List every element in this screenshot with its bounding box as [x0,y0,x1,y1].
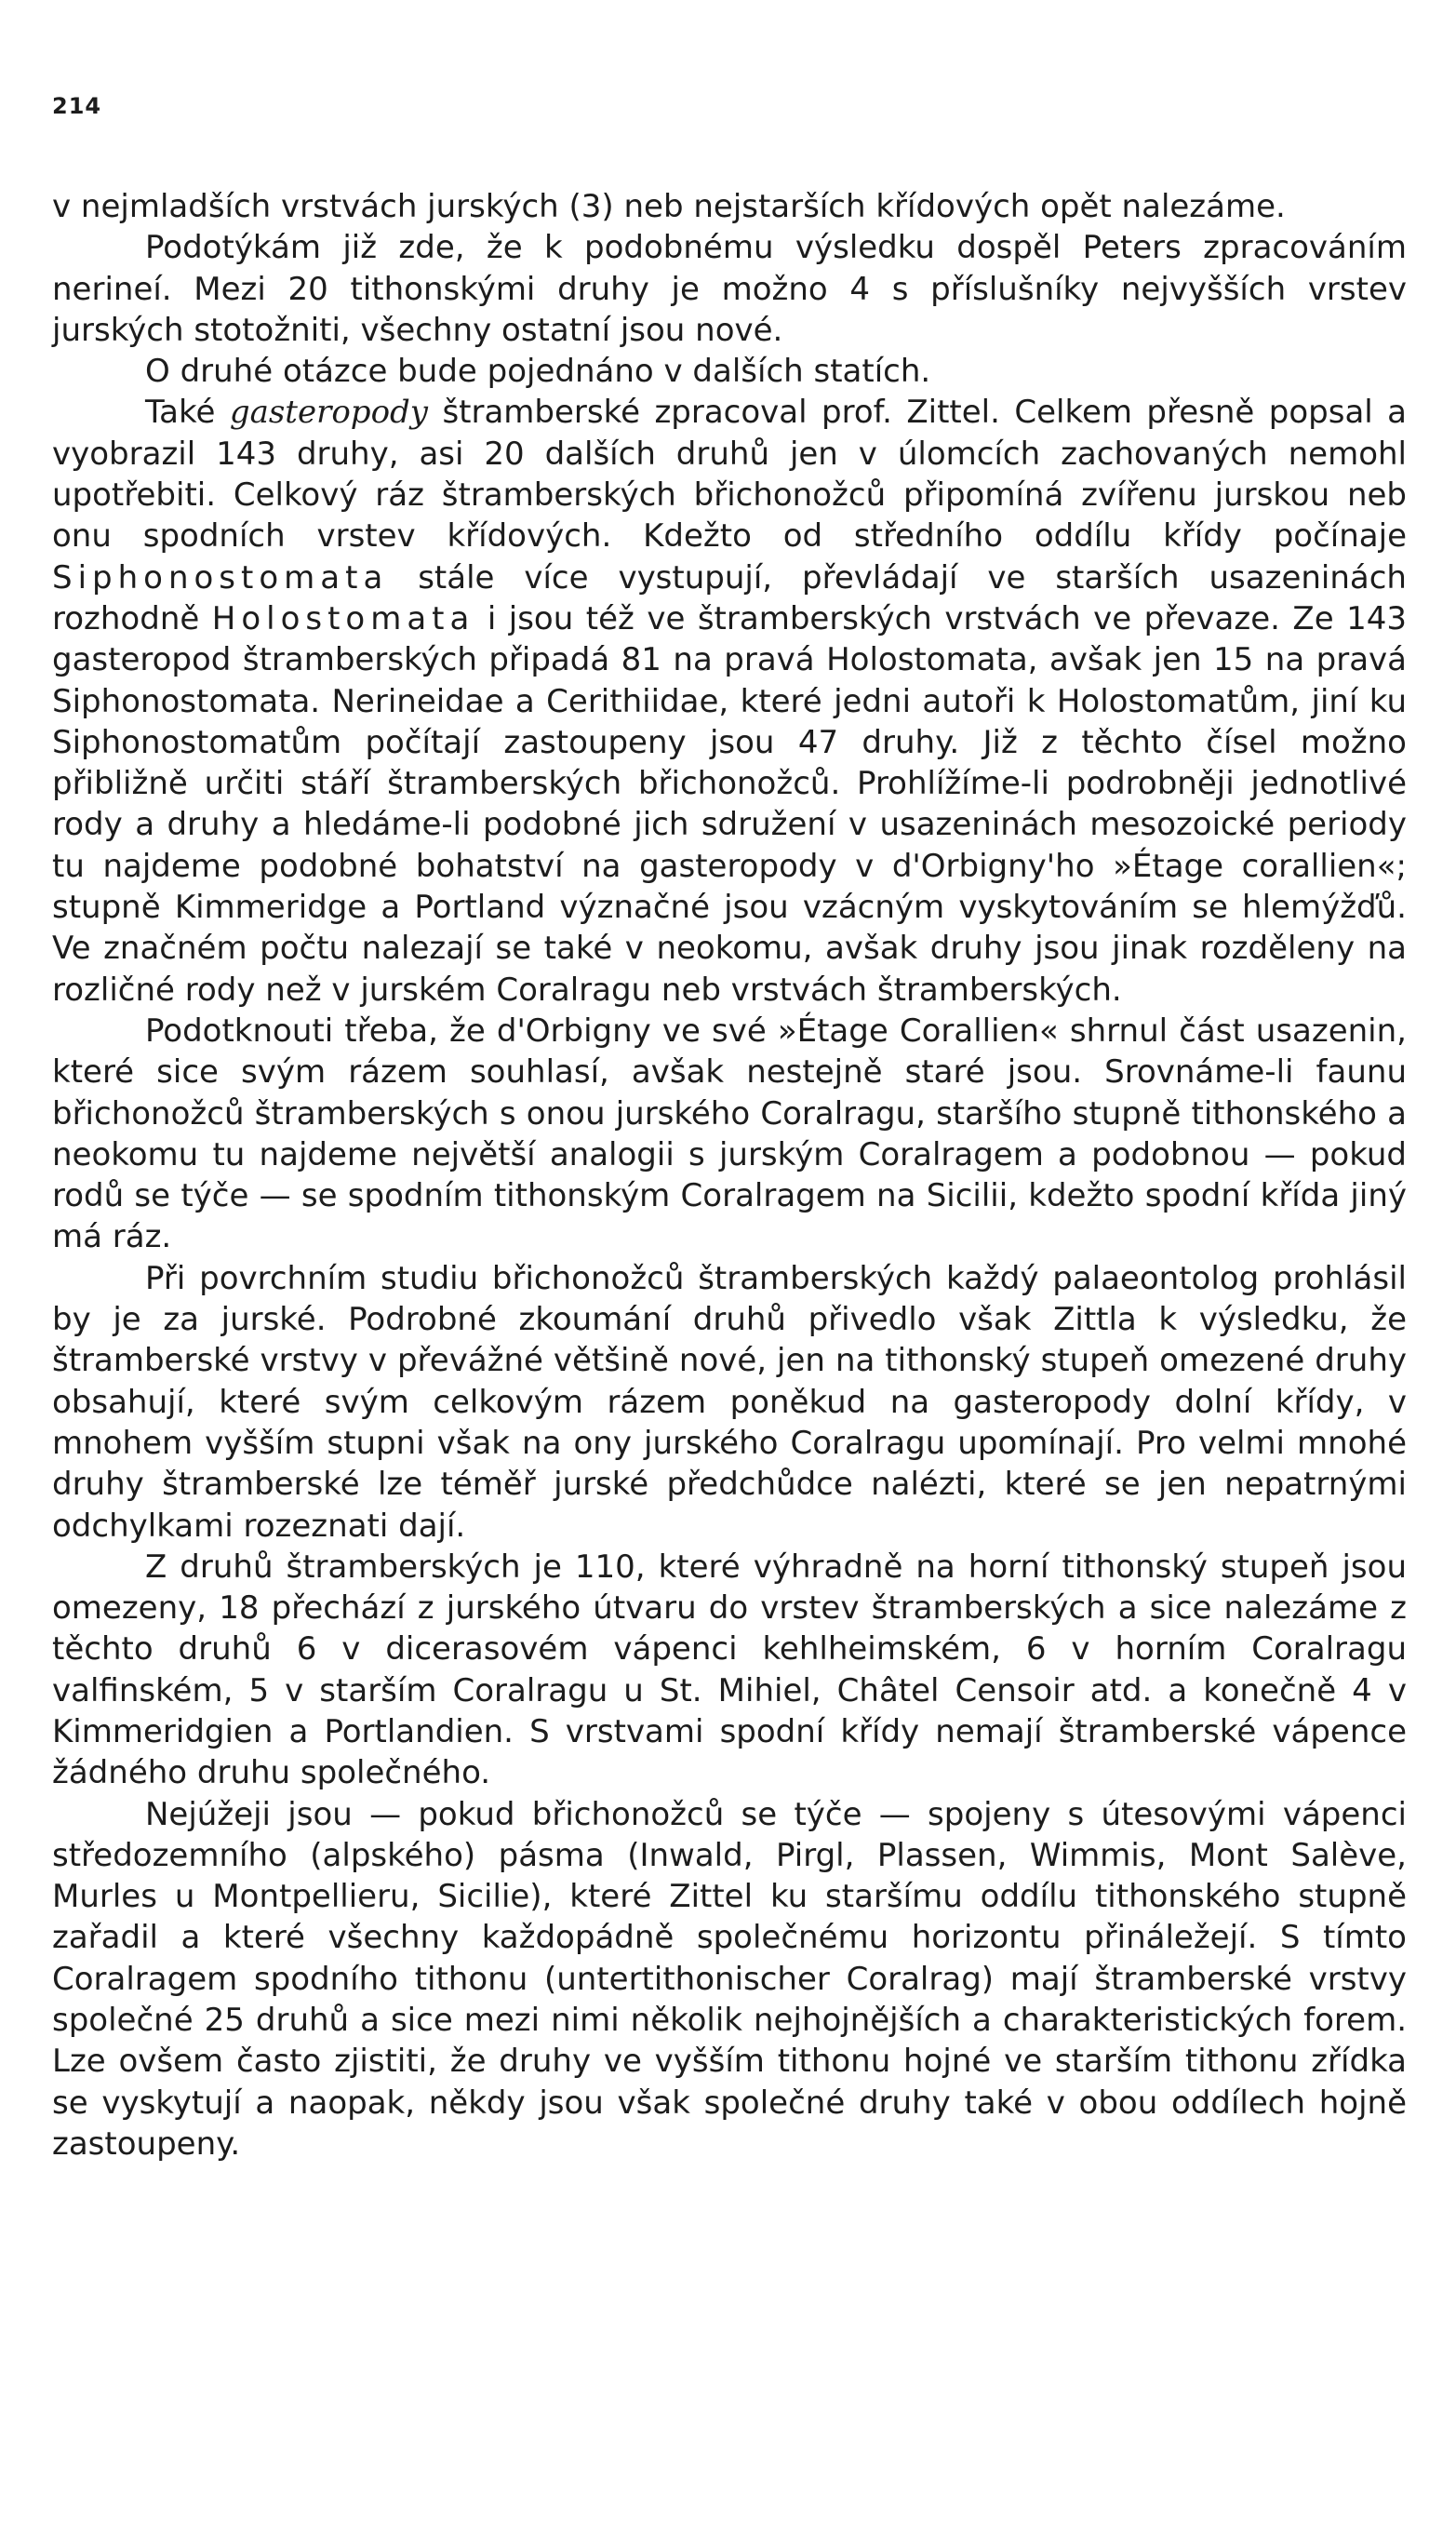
paragraph-4-part-a: Také [145,394,230,432]
paragraph-6: Při povrchním studiu břichonožců štramberských každý palaeontolog prohlásil by je za jurské. Podrobné zkoumání druhů přivedlo však Zittla k výsledku, že štramberské vrstvy v převážné většině nové, jen na tithonský stupeň omezené druhy obsahují, které svým celkovým rázem poněkud na gasteropody dolní křídy, v mnohem vyšším stupni však na ony jurského Coralragu upomínají. Pro velmi mnohé druhy štramberské lze téměř jurské předchůdce nalézti, které se jen nepatrnými odchylkami rozeznati dají. [52,1259,1407,1545]
term-gasteropody: gasteropody [229,394,429,432]
paragraph-1: v nejmladších vrstvách jurských (3) neb nejstarších křídových opět nalezáme. [52,188,1286,225]
term-holostomata: Holostomata [211,599,475,637]
paragraph-4 [52,392,1407,1010]
paragraph-8: Nejúžeji jsou — pokud břichonožců se týče — spojeny s útesovými vápenci středozemního (alpského) pásma (Inwald, Pirgl, Plassen, Wimmis, Mont Salève, Murles u Montpellieru, Sicilie), které Zittel ku staršímu oddílu tithonského stupně zařadil a které všechny každopádně společnému horizontu přináležejí. S tímto Coralragem spodního tithonu (untertithonischer Coralrag) mají štramberské vrstvy společné 25 druhů a sice mezi nimi několik nejhojnějších a charakteristických forem. Lze ovšem často zjistiti, že druhy ve vyšším tithonu hojné ve starším tithonu zřídka se vyskytují a naopak, někdy jsou však společné druhy také v obou oddílech hojně zastoupeny. [52,1795,1407,2163]
paragraph-4-part-b: štramberské zpracoval prof. Zittel. Celkem přesně popsal a vyobrazil 143 druhy, asi 20 dalších druhů jen v úlomcích zachovaných nemohl upotřebiti. Celkový ráz štramberských břichonožců připomíná zvířenu jurskou neb onu spodních vrstev křídových. Kdežto od středního oddílu křídy počínaje [52,394,1407,556]
paragraph-5: Podotknouti třeba, že d'Orbigny ve své »Étage Corallien« shrnul část usazenin, které sice svým rázem souhlasí, avšak nestejně staré jsou. Srovnáme-li faunu břichonožců štramberských s onou jurského Coralragu, staršího stupně tithonského a neokomu tu najdeme největší analogii s jurským Coralragem a podobnou — pokud rodů se týče — se spodním tithonským Coralragem na Sicilii, kdežto spodní křída jiný má ráz. [52,1012,1407,1256]
paragraph-7: Z druhů štramberských je 110, které výhradně na horní tithonský stupeň jsou omezeny, 18 přechází z jurského útvaru do vrstev štramberských a sice nalezáme z těchto druhů 6 v dicerasovém vápenci kehlheimském, 6 v horním Coralragu valfinském, 5 v starším Coralragu u St. Mihiel, Châtel Censoir atd. a konečně 4 v Kimmeridgien a Portlandien. S vrstvami spodní křídy nemají štramberské vápence žádného druhu společného. [52,1548,1407,1792]
paragraph-2: Podotýkám již zde, že k podobnému výsledku dospěl Peters zpracováním nerineí. Mezi 20 tithonskými druhy je možno 4 s příslušníky nejvyšších vrstev jurských stotožniti, všechny ostatní jsou nové. [52,229,1407,349]
paragraph-3: O druhé otázce bude pojednáno v dalších statích. [145,353,931,391]
paragraph-4-part-d: i jsou též ve štramberských vrstvách ve převaze. Ze 143 gasteropod štramberských připadá 81 na pravá Holostomata, avšak jen 15 na pravá Siphonostomata. Nerineidae a Cerithiidae, které jedni autoři k Holostomatům, jiní ku Siphonostomatům počítají zastoupeny jsou 47 druhy. Již z těchto čísel možno přibližně určiti stáří štramberských břichonožců. Prohlížíme-li podrobněji jednotlivé rody a druhy a hledáme-li podobné jich sdružení v usazeninách mesozoické periody tu najdeme podobné bohatství na gasteropody v d'Orbigny'ho »Étage corallien«; stupně Kimmeridge a Portland význačné jsou vzácným vyskytováním se hlemýžďů. Ve značném počtu nalezají se také v neokomu, avšak druhy jsou jinak rozděleny na rozličné rody než v jurském Coralragu neb vrstvách štramberských. [52,599,1407,1009]
body-text [52,186,1407,2164]
paragraph-4-part-c: stále více vystupují, převládají ve starších usazeninách rozhodně [52,558,1407,637]
page-number: 214 [52,93,102,119]
term-siphonostomata: Siphonostomata [52,558,389,596]
